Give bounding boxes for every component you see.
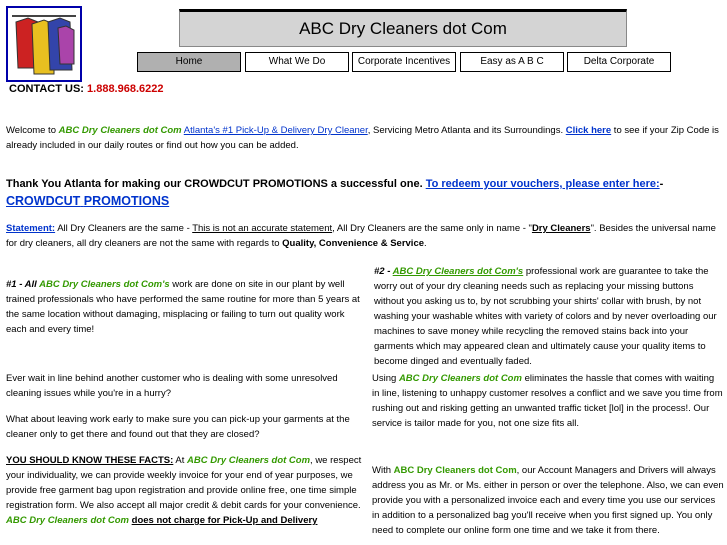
nav-corporate-incentives-button[interactable]: Corporate Incentives	[352, 52, 456, 72]
page-title: ABC Dry Cleaners dot Com	[299, 19, 507, 38]
nav-delta-corporate-button[interactable]: Delta Corporate	[567, 52, 671, 72]
nav-home-button[interactable]: Home	[137, 52, 241, 72]
account-managers-paragraph: With ABC Dry Cleaners dot Com, our Account Managers and Drivers will always address you as Mr. or Ms. either in person or over the telephone. Also, we can even provide you with a personalized invoice each and every time you use our services in addition to a personalized bag you'll receive when you first signed up. You only need to complete our online form one time and we take it from there.	[372, 465, 724, 536]
hassle-paragraph: Using ABC Dry Cleaners dot Com eliminates the hassle that comes with waiting in line, listening to unhappy customer resolves a conflict and we save you time from rushing out and risking getting an unwanted traffic ticket [lol] in the process!. Our service is tailor made for you, not one size fits all.	[372, 373, 723, 429]
click-here-link[interactable]: Click here	[565, 125, 612, 136]
nav-what-we-do-button[interactable]: What We Do	[245, 52, 349, 72]
redeem-link[interactable]: To redeem your vouchers, please enter here:	[425, 178, 660, 190]
contact-label: CONTACT US	[9, 83, 81, 95]
point-2-brand-link[interactable]: ABC Dry Cleaners dot Com's	[392, 266, 524, 277]
atlanta-pickup-link[interactable]: Atlanta's #1 Pick-Up & Delivery Dry Cleaner	[183, 125, 368, 136]
contact-line: CONTACT US: 1.888.968.6222	[9, 83, 164, 95]
title-bar	[179, 9, 627, 47]
contact-phone[interactable]: 1.888.968.6222	[87, 83, 164, 95]
waiting-paragraph: Ever wait in line behind another customer who is dealing with some unresolved cleaning issues while you're in a hurry? What about leaving work early to make sure you can pick-up your garments at the cleaner only to get there and found out that they are closed?	[6, 373, 350, 440]
point-2-paragraph: #2 - ABC Dry Cleaners dot Com's professional work are guarantee to take the worry out of your dry cleaning needs such as replacing your missing buttons without you asking us to, by not scrubbing your shirts' collar with brush, by not washing your washable whites with variety of colors and by never overloading our machines to save money while recycling the removed stains back into your garments which may appeared clean and ultimately cause your quality items to become dinged and eventually faded.	[374, 266, 717, 367]
statement-paragraph: Statement: All Dry Cleaners are the same - This is not an accurate statement, All Dry Cleaners are the same only in name - "Dry Cleaners". Besides the universal name for dry cleaners, all dry cleaners are not the same with regards to Quality, Convenience & Service.	[6, 223, 716, 249]
facts-paragraph: YOU SHOULD KNOW THESE FACTS: At ABC Dry Cleaners dot Com, we respect your individuality, we can provide weekly invoice for your end of year purposes, we provide free garment bag upon registration and provide online free, one time simple registration form. We also accept all major credit & debit cards for your convenience. ABC Dry Cleaners dot Com does not charge for Pick-Up and Delivery	[6, 455, 362, 526]
point-1-paragraph: #1 - All ABC Dry Cleaners dot Com's work are done on site in our plant by well trained professionals who have performed the same routine for more than 5 years at the same location without damaging, misplacing or failing to turn out quality work each and every time!	[6, 279, 360, 335]
thanks-paragraph: Thank You Atlanta for making our CROWDCUT PROMOTIONS a successful one. To redeem your vouchers, please enter here:-CROWDCUT PROMOTIONS	[6, 178, 664, 208]
welcome-paragraph: Welcome to ABC Dry Cleaners dot Com Atlanta's #1 Pick-Up & Delivery Dry Cleaner, Servicing Metro Atlanta and its Surroundings. Click here to see if your Zip Code is already included in our daily routes or find out how you can be added.	[6, 125, 719, 151]
crowdcut-promotions-link[interactable]: CROWDCUT PROMOTIONS	[6, 194, 170, 208]
logo-image	[6, 6, 82, 82]
nav-easy-as-abc-button[interactable]: Easy as A B C	[460, 52, 564, 72]
garments-icon	[8, 8, 80, 80]
